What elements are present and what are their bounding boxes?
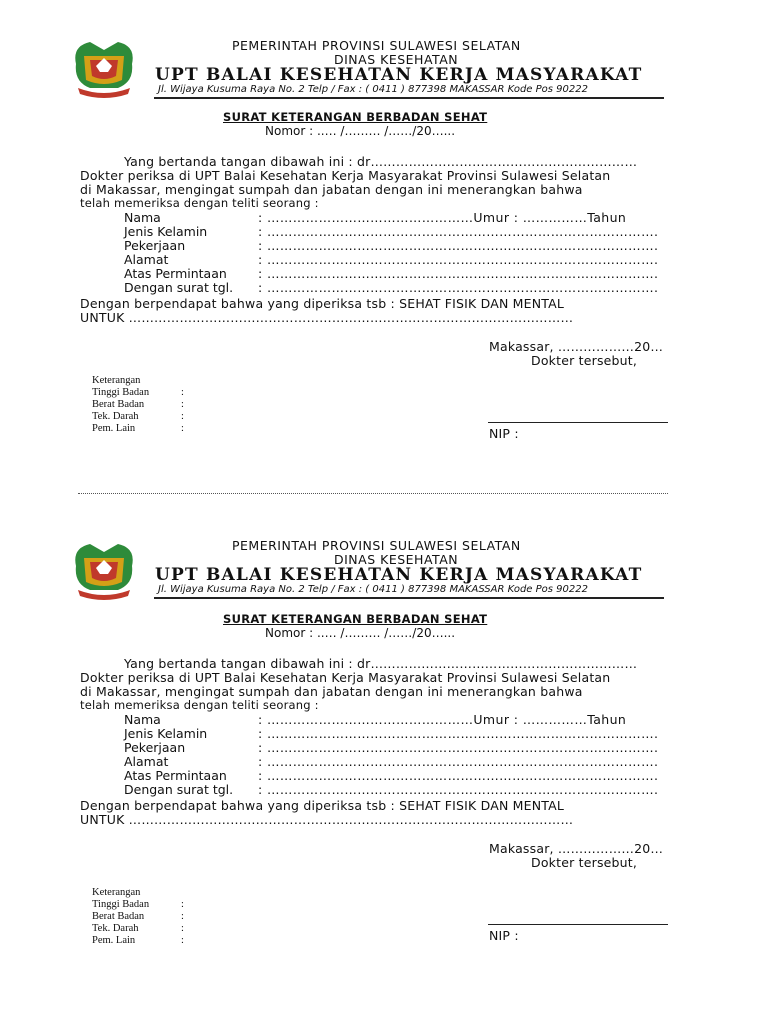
emblem-icon — [68, 538, 140, 602]
doctor-label: Dokter tersebut, — [531, 855, 638, 870]
field-label: Pekerjaan — [124, 238, 186, 253]
doc-title: SURAT KETERANGAN BERBADAN SEHAT — [223, 110, 488, 124]
field-label: Dengan surat tgl. — [124, 280, 234, 295]
field-label: Nama — [124, 210, 161, 225]
form-copy-1: PEMERINTAH PROVINSI SULAWESI SELATAN DINAS KESEHATAN UPT BALAI KESEHATAN KERJA MASYARAKAT Jl. Wijaya Kusuma Raya No. 2 Telp / Fax : ( 0411 ) 877398 MAKASSAR Kode Pos 90222 SURAT KETERANGAN BERBADAN SEHAT Nomor : ..… /……… /……/20…... Yang bertanda tangan dibawah ini : dr……………………………………………………… Dokter periksa di UPT Balai Kesehatan Kerja Masyarakat Provinsi Sulawesi Selatan di Makassar, mengingat sumpah dan jabatan dengan ini menerangkan bahwa telah memeriksa dengan teliti seorang : Nama : …………………………………………Umur : ……………Tahun Jenis Kelamin : ………………………………………………………………………………. Pekerjaan : ………………………………………………………………………………. Alamat : ………………………………………………………………………………. Atas Permintaan : ………………………………………………………………………………. Dengan surat tgl. : ………………………………………………………………………………. Dengan berpendapat bahwa yang diperiksa tsb : SEHAT FISIK DAN MENTAL UNTUK …………………………………………………………………………………………… Makassar, ………………20… Dokter tersebut, Keterangan Tinggi Badan : Berat Badan : Tek. Darah : Pem. Lain : NIP : — [0, 0, 768, 500]
note-item: Tinggi Badan — [92, 899, 150, 910]
address-line: Jl. Wijaya Kusuma Raya No. 2 Telp / Fax : ( 0411 ) 877398 MAKASSAR Kode Pos 90222 — [158, 84, 588, 95]
note-item: Pem. Lain — [92, 423, 136, 434]
field-value: : ………………………………………………………………………………. — [258, 768, 659, 783]
field-value: : ………………………………………………………………………………. — [258, 280, 659, 295]
field-value: : ………………………………………………………………………………. — [258, 238, 659, 253]
field-value: : ………………………………………………………………………………. — [258, 726, 659, 741]
field-label: Atas Permintaan — [124, 768, 227, 783]
signature-line — [488, 924, 668, 925]
notes-title: Keterangan — [92, 375, 141, 386]
paragraph-line: telah memeriksa dengan teliti seorang : — [80, 698, 319, 712]
signature-line — [488, 422, 668, 423]
opening-line: Yang bertanda tangan dibawah ini : dr……………………………………………………… — [124, 154, 638, 169]
note-item: Berat Badan — [92, 399, 145, 410]
emblem-icon — [68, 36, 140, 100]
note-item: Tinggi Badan — [92, 387, 150, 398]
field-label: Atas Permintaan — [124, 266, 227, 281]
paragraph-line: Dokter periksa di UPT Balai Kesehatan Kerja Masyarakat Provinsi Sulawesi Selatan — [80, 670, 611, 685]
note-item: Berat Badan — [92, 911, 145, 922]
field-value: : ………………………………………………………………………………. — [258, 252, 659, 267]
note-item: Tek. Darah — [92, 411, 139, 422]
cut-line — [78, 493, 668, 494]
doc-number: Nomor : ..… /……… /……/20…... — [265, 626, 456, 640]
field-value: : …………………………………………Umur : ……………Tahun — [258, 210, 627, 225]
form-copy-2: PEMERINTAH PROVINSI SULAWESI SELATAN DINAS KESEHATAN UPT BALAI KESEHATAN KERJA MASYARAKAT Jl. Wijaya Kusuma Raya No. 2 Telp / Fax : ( 0411 ) 877398 MAKASSAR Kode Pos 90222 SURAT KETERANGAN BERBADAN SEHAT Nomor : ..… /……… /……/20…... Yang bertanda tangan dibawah ini : dr……………………………………………………… Dokter periksa di UPT Balai Kesehatan Kerja Masyarakat Provinsi Sulawesi Selatan di Makassar, mengingat sumpah dan jabatan dengan ini menerangkan bahwa telah memeriksa dengan teliti seorang : Nama : …………………………………………Umur : ……………Tahun Jenis Kelamin : ………………………………………………………………………………. Pekerjaan : ………………………………………………………………………………. Alamat : ………………………………………………………………………………. Atas Permintaan : ………………………………………………………………………………. Dengan surat tgl. : ………………………………………………………………………………. Dengan berpendapat bahwa yang diperiksa tsb : SEHAT FISIK DAN MENTAL UNTUK …………………………………………………………………………………………… Makassar, ………………20… Dokter tersebut, Keterangan Tinggi Badan : Berat Badan : Tek. Darah : Pem. Lain : NIP : — [0, 502, 768, 1002]
field-label: Dengan surat tgl. — [124, 782, 234, 797]
paragraph-line: di Makassar, mengingat sumpah dan jabatan dengan ini menerangkan bahwa — [80, 182, 583, 197]
dept-line: DINAS KESEHATAN — [334, 552, 459, 567]
conclusion-line: UNTUK …………………………………………………………………………………………… — [80, 812, 574, 827]
paragraph-line: Dokter periksa di UPT Balai Kesehatan Kerja Masyarakat Provinsi Sulawesi Selatan — [80, 168, 611, 183]
doctor-label: Dokter tersebut, — [531, 353, 638, 368]
address-line: Jl. Wijaya Kusuma Raya No. 2 Telp / Fax : ( 0411 ) 877398 MAKASSAR Kode Pos 90222 — [158, 584, 588, 595]
conclusion-line: Dengan berpendapat bahwa yang diperiksa tsb : SEHAT FISIK DAN MENTAL — [80, 296, 565, 311]
place-date: Makassar, ………………20… — [489, 841, 664, 856]
note-item: Pem. Lain — [92, 935, 136, 946]
paragraph-line: telah memeriksa dengan teliti seorang : — [80, 196, 319, 210]
field-value: : ………………………………………………………………………………. — [258, 754, 659, 769]
header-rule — [154, 97, 664, 99]
nip-label: NIP : — [489, 426, 519, 441]
conclusion-line: Dengan berpendapat bahwa yang diperiksa tsb : SEHAT FISIK DAN MENTAL — [80, 798, 565, 813]
field-label: Alamat — [124, 754, 169, 769]
doc-title: SURAT KETERANGAN BERBADAN SEHAT — [223, 612, 488, 626]
place-date: Makassar, ………………20… — [489, 339, 664, 354]
header-rule — [154, 597, 664, 599]
notes-title: Keterangan — [92, 887, 141, 898]
field-value: : …………………………………………Umur : ……………Tahun — [258, 712, 627, 727]
field-value: : ………………………………………………………………………………. — [258, 224, 659, 239]
field-value: : ………………………………………………………………………………. — [258, 266, 659, 281]
note-item: Tek. Darah — [92, 923, 139, 934]
org-name: UPT BALAI KESEHATAN KERJA MASYARAKAT — [155, 65, 643, 85]
doc-number: Nomor : ..… /……… /……/20…... — [265, 124, 456, 138]
gov-line: PEMERINTAH PROVINSI SULAWESI SELATAN — [232, 538, 521, 553]
field-label: Pekerjaan — [124, 740, 186, 755]
field-label: Alamat — [124, 252, 169, 267]
dept-line: DINAS KESEHATAN — [334, 52, 459, 67]
org-name: UPT BALAI KESEHATAN KERJA MASYARAKAT — [155, 565, 643, 585]
field-value: : ………………………………………………………………………………. — [258, 740, 659, 755]
field-value: : ………………………………………………………………………………. — [258, 782, 659, 797]
field-label: Jenis Kelamin — [124, 224, 208, 239]
nip-label: NIP : — [489, 928, 519, 943]
field-label: Jenis Kelamin — [124, 726, 208, 741]
field-label: Nama — [124, 712, 161, 727]
conclusion-line: UNTUK …………………………………………………………………………………………… — [80, 310, 574, 325]
paragraph-line: di Makassar, mengingat sumpah dan jabatan dengan ini menerangkan bahwa — [80, 684, 583, 699]
opening-line: Yang bertanda tangan dibawah ini : dr……………………………………………………… — [124, 656, 638, 671]
gov-line: PEMERINTAH PROVINSI SULAWESI SELATAN — [232, 38, 521, 53]
